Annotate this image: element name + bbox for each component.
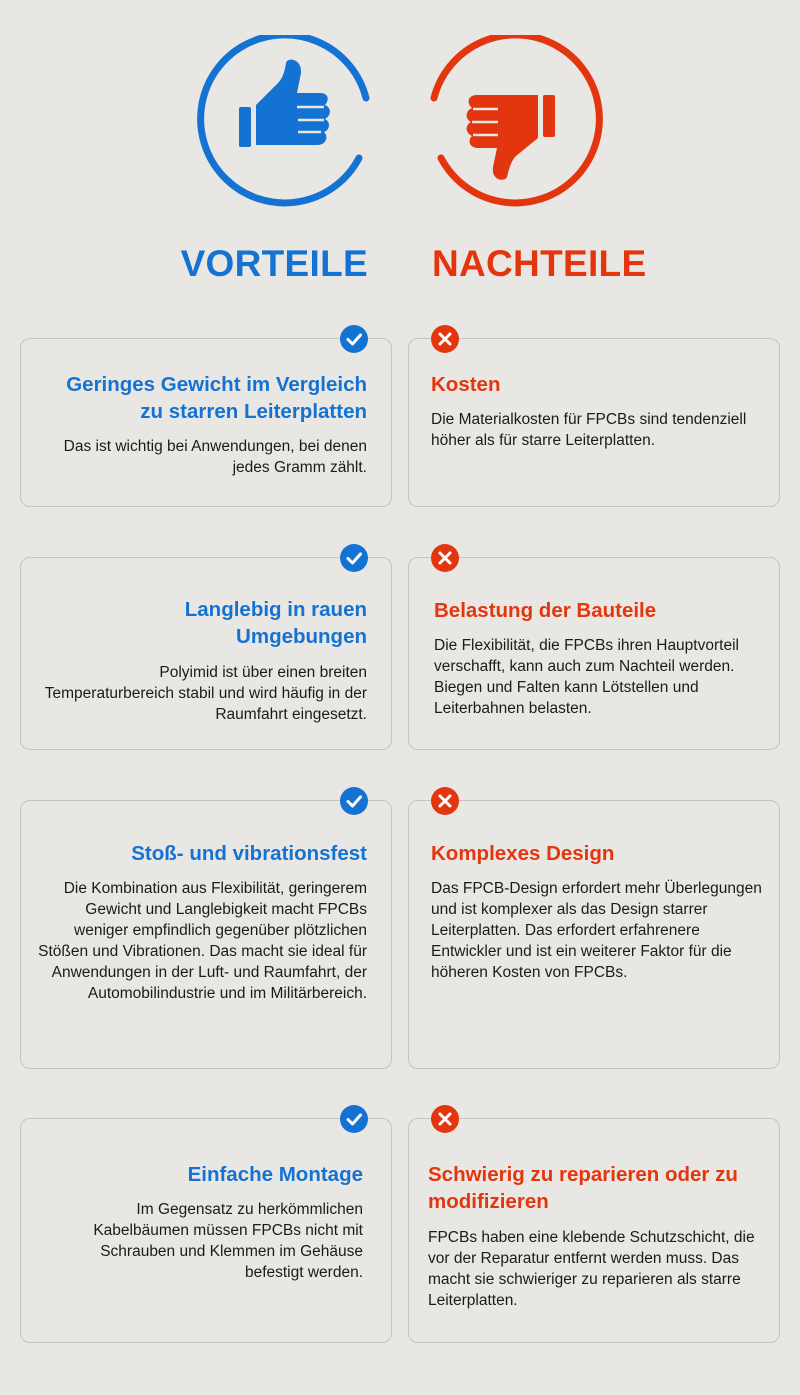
pro-card [20,557,392,750]
con-card [408,1118,780,1343]
con-text: Die Flexibilität, die FPCBs ihren Hauptvorteil verschafft, kann auch zum Nachteil werden. Biegen und Falten kann Lötstellen und Leiterbahnen belasten. [434,637,739,717]
con-text: Die Materialkosten für FPCBs sind tendenziell höher als für starre Leiterplatten. [431,411,747,449]
con-title: Komplexes Design [431,842,615,865]
cons-heading: NACHTEILE [432,243,647,284]
check-icon [340,544,368,572]
con-card [408,557,780,750]
con-title: Belastung der Bauteile [434,599,657,622]
pro-text: Polyimid ist über einen breiten Temperaturbereich stabil und wird häufig in der Raumfahrt eingesetzt. [44,664,367,723]
pro-text: Das ist wichtig bei Anwendungen, bei denen jedes Gramm zählt. [63,438,367,476]
con-card [408,338,780,507]
pro-card [20,800,392,1069]
pro-title: Geringes Gewicht im Vergleich zu starren Leiterplatten [66,373,367,423]
pro-card [20,1118,392,1343]
cross-icon [431,787,459,815]
pro-title: Langlebig in rauen Umgebungen [184,598,367,648]
con-text: FPCBs haben eine klebende Schutzschicht, die vor der Reparatur entfernt werden muss. Das macht sie schwieriger zu reparieren als starre Leiterplatten. [428,1229,755,1309]
check-icon [340,325,368,353]
thumbs-down-icon [425,35,605,215]
con-card [408,800,780,1069]
con-title: Schwierig zu reparieren oder zu modifizieren [428,1163,738,1213]
pro-title: Stoß- und vibrationsfest [131,842,367,865]
cross-icon [431,325,459,353]
cross-icon [431,1105,459,1133]
pro-card [20,338,392,507]
con-title: Kosten [431,373,501,396]
con-text: Das FPCB-Design erfordert mehr Überlegungen und ist komplexer als das Design starrer Leiterplatten. Das erfordert erfahrenere Entwickler und ist ein weiterer Faktor für die höheren Kosten von FPCBs. [431,880,762,981]
pros-heading: VORTEILE [180,243,368,284]
check-icon [340,1105,368,1133]
check-icon [340,787,368,815]
pro-title: Einfache Montage [187,1163,363,1186]
thumbs-up-icon [192,35,372,215]
pro-text: Im Gegensatz zu herkömmlichen Kabelbäumen müssen FPCBs nicht mit Schrauben und Klemmen im Gehäuse befestigt werden. [93,1201,363,1281]
pro-text: Die Kombination aus Flexibilität, geringerem Gewicht und Langlebigkeit macht FPCBs weniger empfindlich gegenüber plötzlichen Stößen und Vibrationen. Das macht sie ideal für Anwendungen in der Luft- und Raumfahrt, der Automobilindustrie und im Militärbereich. [38,880,367,1002]
cross-icon [431,544,459,572]
